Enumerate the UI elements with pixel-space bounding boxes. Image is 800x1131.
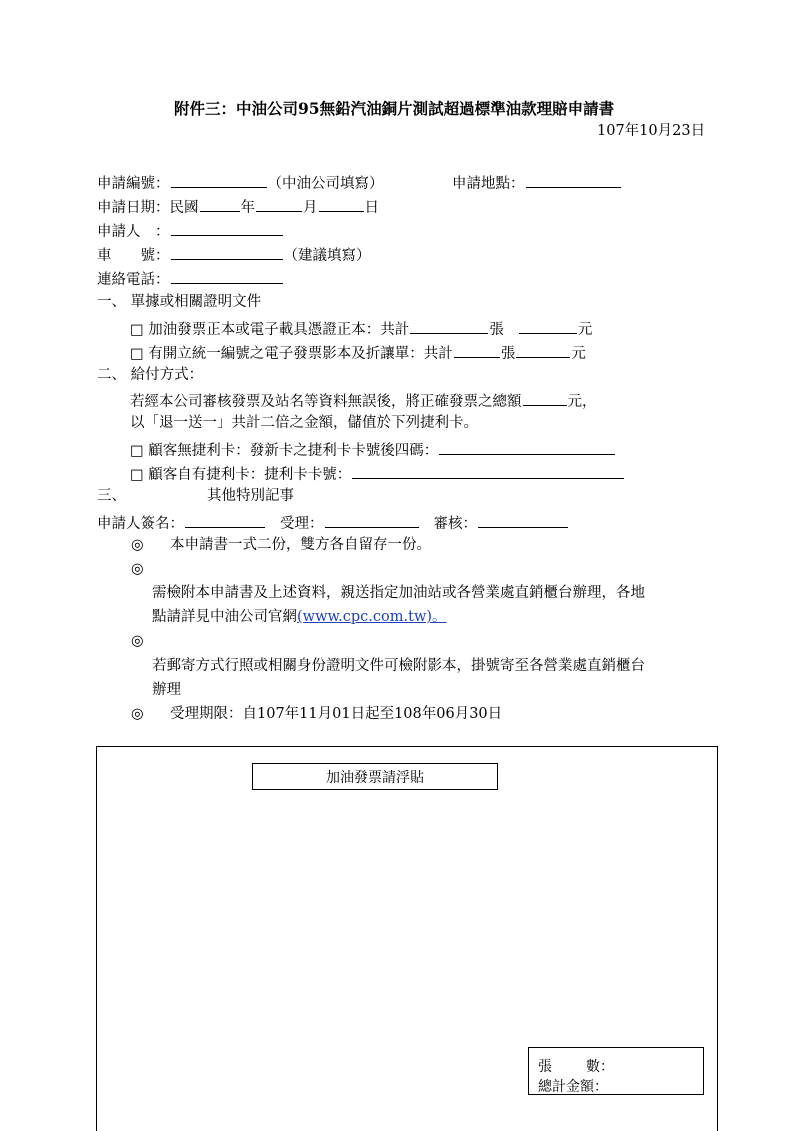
invoice-count-box xyxy=(528,1047,704,1095)
note4-text: 受理期限：自107年11月01日起至108年06月30日 xyxy=(170,706,503,722)
plate-number-note: （建議填寫） xyxy=(283,248,371,264)
invoice-original-row xyxy=(130,320,592,338)
invoice-count-label-b: 數： xyxy=(586,1059,614,1075)
apply-location-row xyxy=(452,174,622,192)
plate-number-field[interactable] xyxy=(171,246,283,260)
invoice-count-row xyxy=(538,1056,614,1076)
cpc-website-link[interactable]: (www.cpc.com.tw)。 xyxy=(297,609,447,625)
new-card-label[interactable]: □ 顧客無捷利卡：發新卡之捷利卡卡號後四碼： xyxy=(130,443,439,459)
applicant-row xyxy=(97,222,284,240)
invoice-count-label-a: 張 xyxy=(538,1059,552,1075)
receiver-label: 受理： xyxy=(280,516,324,532)
invoice-copy-amount-field[interactable] xyxy=(516,344,570,358)
reviewer-label: 審核： xyxy=(433,516,477,532)
serial-number-field[interactable] xyxy=(171,174,267,188)
invoice-total-row xyxy=(538,1076,608,1096)
apply-location-label: 申請地點： xyxy=(452,176,525,192)
yuan-unit: 元 xyxy=(571,346,586,362)
year-label: 年 xyxy=(240,200,255,216)
phone-row xyxy=(97,270,284,288)
payment-line1-text: 若經本公司審核發票及站名等資料無誤後，將正確發票之總額 xyxy=(130,394,522,410)
section3-heading-number: 三、 xyxy=(97,488,126,504)
sheets-unit: 張 xyxy=(489,322,504,338)
note3-line2: 辦理 xyxy=(152,682,181,698)
note4-bullet: ◎ xyxy=(131,706,144,722)
section2-heading: 二、 給付方式： xyxy=(97,367,204,383)
plate-number-row xyxy=(97,246,371,264)
total-amount-field[interactable] xyxy=(523,392,567,406)
yuan-unit: 元 xyxy=(577,322,593,338)
apply-date-row xyxy=(97,198,379,216)
apply-year-field[interactable] xyxy=(200,198,240,212)
invoice-copy-label[interactable]: □ 有開立統一編號之電子發票影本及折讓單：共計 xyxy=(130,346,453,362)
invoice-total-label: 總計金額： xyxy=(538,1079,608,1095)
apply-month-field[interactable] xyxy=(256,198,302,212)
section3-heading-text: 其他特別記事 xyxy=(207,488,294,504)
note3-bullet: ◎ xyxy=(131,633,144,649)
invoice-paste-label: 加油發票請浮貼 xyxy=(326,769,424,786)
payment-line1-suffix: 元， xyxy=(567,394,597,410)
plate-number-label: 車 號： xyxy=(97,248,170,264)
applicant-signature-label: 申請人簽名： xyxy=(97,516,184,532)
receiver-field[interactable] xyxy=(325,514,419,528)
page-title: 附件三：中油公司95無鉛汽油銅片測試超過標準油款理賠申請書 xyxy=(174,99,615,118)
note1-bullet: ◎ xyxy=(131,537,144,553)
phone-field[interactable] xyxy=(171,270,283,284)
note2-line1: 需檢附本申請書及上述資料，親送指定加油站或各營業處直銷櫃台辦理，各地 xyxy=(152,585,645,601)
own-card-row xyxy=(130,465,625,483)
document-date: 107年10月23日 xyxy=(597,123,706,139)
serial-number-note: （中油公司填寫） xyxy=(267,176,384,192)
serial-number-row xyxy=(97,174,384,192)
own-card-label[interactable]: □ 顧客自有捷利卡：捷利卡卡號： xyxy=(130,467,352,483)
invoice-original-amount-field[interactable] xyxy=(519,320,577,334)
invoice-paste-label-box xyxy=(252,763,498,790)
applicant-signature-field[interactable] xyxy=(185,514,265,528)
apply-location-field[interactable] xyxy=(526,174,621,188)
apply-day-field[interactable] xyxy=(319,198,364,212)
phone-label: 連絡電話： xyxy=(97,272,170,288)
note2-line2 xyxy=(152,610,447,625)
new-card-digits-field[interactable] xyxy=(439,441,615,455)
invoice-copy-row xyxy=(130,344,586,362)
signature-row xyxy=(97,514,569,532)
serial-number-label: 申請編號： xyxy=(97,176,170,192)
sheets-unit: 張 xyxy=(500,346,516,362)
apply-date-label: 申請日期：民國 xyxy=(97,200,199,216)
note1-text: 本申請書一式二份，雙方各自留存一份。 xyxy=(170,537,431,553)
own-card-number-field[interactable] xyxy=(352,465,624,479)
invoice-copy-count-field[interactable] xyxy=(454,344,500,358)
note3-line1: 若郵寄方式行照或相關身份證明文件可檢附影本，掛號寄至各營業處直銷櫃台 xyxy=(152,658,645,674)
invoice-original-label[interactable]: □ 加油發票正本或電子載具憑證正本：共計 xyxy=(130,322,410,338)
note2-line2-text: 點請詳見中油公司官網 xyxy=(152,609,297,625)
payment-line2: 以「退一送一」共計二倍之金額，儲值於下列捷利卡。 xyxy=(130,415,478,431)
day-label: 日 xyxy=(364,200,379,216)
applicant-field[interactable] xyxy=(171,222,283,236)
reviewer-field[interactable] xyxy=(478,514,568,528)
new-card-row xyxy=(130,441,616,459)
month-label: 月 xyxy=(303,200,318,216)
invoice-original-count-field[interactable] xyxy=(410,320,488,334)
payment-line1 xyxy=(130,392,597,410)
note2-bullet: ◎ xyxy=(131,561,144,577)
applicant-label: 申請人 ： xyxy=(97,224,170,240)
section1-heading: 一、 單據或相關證明文件 xyxy=(97,294,262,310)
